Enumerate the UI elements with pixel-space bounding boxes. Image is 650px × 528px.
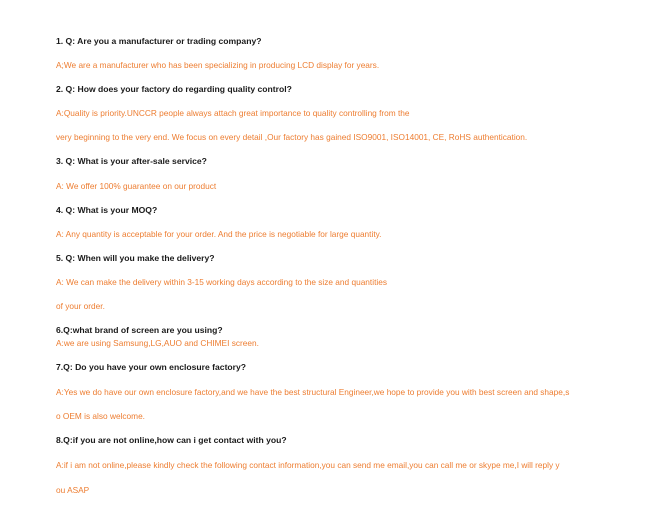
faq-question-5: 5. Q: When will you make the delivery? bbox=[56, 253, 215, 263]
faq-answer-2-line-2: very beginning to the very end. We focus on every detail ,Our factory has gained ISO9001, ISO14001, CE, RoHS authentication. bbox=[56, 132, 528, 142]
faq-answer-5-line-2: of your order. bbox=[56, 301, 105, 311]
faq-answer-4: A: Any quantity is acceptable for your order. And the price is negotiable for large quantity. bbox=[56, 229, 382, 239]
faq-question-6: 6.Q:what brand of screen are you using? bbox=[56, 325, 223, 335]
faq-question-7: 7.Q: Do you have your own enclosure factory? bbox=[56, 362, 247, 372]
faq-answer-7-line-2: o OEM is also welcome. bbox=[56, 411, 145, 421]
faq-answer-6: A:we are using Samsung,LG,AUO and CHIMEI screen. bbox=[56, 338, 259, 348]
faq-answer-2-line-1: A:Quality is priority.UNCCR people always attach great importance to quality controlling from the bbox=[56, 108, 410, 118]
faq-answer-8-line-2: ou ASAP bbox=[56, 485, 90, 495]
faq-question-2: 2. Q: How does your factory do regarding quality control? bbox=[56, 84, 292, 94]
faq-answer-5-line-1: A: We can make the delivery within 3-15 working days according to the size and quantities bbox=[56, 277, 387, 287]
faq-question-3: 3. Q: What is your after-sale service? bbox=[56, 156, 207, 166]
faq-answer-1: A;We are a manufacturer who has been specializing in producing LCD display for years. bbox=[56, 60, 380, 70]
faq-answer-3: A: We offer 100% guarantee on our product bbox=[56, 181, 217, 191]
faq-question-1: 1. Q: Are you a manufacturer or trading company? bbox=[56, 36, 262, 46]
faq-answer-8-line-1: A:if i am not online,please kindly check the following contact information,you can send me email,you can call me or skype me,I will reply y bbox=[56, 460, 560, 470]
faq-answer-7-line-1: A:Yes we do have our own enclosure factory,and we have the best structural Engineer,we hope to provide you with best screen and shape,s bbox=[56, 387, 570, 397]
faq-question-8: 8.Q:if you are not online,how can i get contact with you? bbox=[56, 435, 287, 445]
faq-question-4: 4. Q: What is your MOQ? bbox=[56, 205, 158, 215]
